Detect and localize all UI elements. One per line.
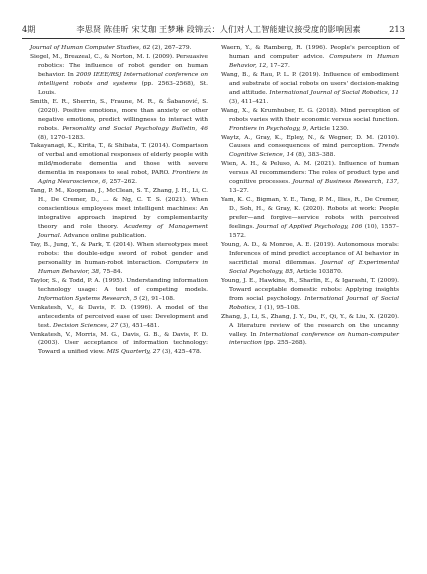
reference-pages: (3), 425–478. bbox=[160, 349, 202, 356]
reference-source: Computers in Human Behavior, 38 bbox=[38, 259, 209, 275]
reference-text: Wang, B., & Rau, P. L. P. (2019). Influence of embodiment and substrate of social robots on users' decision-making and attitude. bbox=[221, 71, 399, 96]
reference-pages: (8), 1270–1283. bbox=[38, 134, 85, 141]
reference-entry bbox=[30, 98, 208, 143]
reference-pages: , 13–27. bbox=[229, 179, 399, 195]
reference-text: Tang, P. M., Koopman, J., McClean, S. T., Zhang, J. H., Li, C. H., De Cremer, D., ... & Ng, C. T. S. (2021). When conscientious employees meet intelligent machines: An integrative approach inspired by complementarity theory and role theory. bbox=[30, 188, 208, 231]
reference-text: Waern, Y., & Ramberg, R. (1996). People's perception of human and computer advice. bbox=[221, 45, 399, 60]
reference-text: Waytz, A., Gray, K., Epley, N., & Wegner, D. M. (2010). Causes and consequences of mind perception. bbox=[221, 134, 399, 150]
reference-text: Takayanagi, K., Kirita, T., & Shibata, T. (2014). Comparison of verbal and emotional responses of elderly people with mild/moderate dementia and those with severe dementia in responses to seal robot, PARO. bbox=[30, 143, 208, 177]
reference-entry bbox=[30, 331, 208, 358]
reference-source: International conference on human-computer interaction bbox=[229, 331, 399, 347]
reference-entry bbox=[30, 304, 208, 331]
reference-entry bbox=[221, 71, 399, 107]
reference-text: Smith, E. R., Sherrin, S., Fraune, M. R., & Šabanović, S. (2020). Positive emotions, more than anxiety or other negative emotions, predict willingness to interact with robots. bbox=[30, 98, 208, 132]
reference-pages: (2), 267–279. bbox=[150, 45, 192, 51]
reference-text: Venkatesh, V., & Davis, F. D. (1996). A model of the antecedents of perceived ease of use: Development and test. bbox=[30, 304, 208, 329]
running-title: 李思贤 陈佳昕 宋艾珈 王梦琳 段锦云：人们对人工智能建议接受度的影响因素 bbox=[76, 24, 361, 34]
reference-text: Zhang, J., Li, S., Zhang, J. Y., Du, F., Qi, Y., & Liu, X. (2020). A literature review of the research on the uncanny valley. In bbox=[221, 313, 399, 338]
issue-number: 4期 bbox=[22, 24, 36, 34]
reference-source: Decision Sciences, 27 bbox=[53, 322, 119, 329]
reference-entry bbox=[221, 241, 399, 277]
reference-source: Journal of Business Research, 137 bbox=[292, 179, 398, 186]
reference-entry bbox=[30, 53, 208, 98]
reference-source: International Journal of Social Robotics, 11 bbox=[269, 89, 400, 96]
reference-pages: , Article 1230. bbox=[306, 125, 349, 132]
reference-text: Wang, X., & Krumhuber, E. G. (2018). Mind perception of robots varies with their economic versus social function. bbox=[221, 107, 399, 123]
reference-source: Information Systems Research, 5 bbox=[38, 295, 138, 302]
reference-pages: (1), 95–108. bbox=[262, 304, 300, 311]
reference-pages: (10), 1557–1572. bbox=[229, 224, 399, 240]
reference-source: Personality and Social Psychology Bulletin, 46 bbox=[62, 125, 208, 132]
reference-source: Academy of Management Journal bbox=[38, 224, 209, 240]
reference-text: Taylor, S., & Todd, P. A. (1995). Understanding information technology usage: A test of competing models. bbox=[30, 277, 208, 293]
reference-source: Frontiers in Psychology, 9 bbox=[229, 125, 307, 132]
reference-text: Wien, A. H., & Peluso, A. M. (2021). Influence of human versus AI recommenders: The roles of product type and cognitive processes. bbox=[221, 161, 399, 186]
reference-entry bbox=[30, 277, 208, 304]
reference-text: Young, A. D., & Monroe, A. E. (2019). Autonomous morals: Inferences of mind predict acceptance of AI behavior in sacrificial moral dilemmas. bbox=[221, 241, 399, 266]
reference-pages: , Article 103870. bbox=[292, 268, 343, 275]
reference-pages: (2), 91–108. bbox=[137, 295, 175, 302]
reference-entry bbox=[221, 313, 399, 349]
reference-entry bbox=[221, 107, 399, 134]
reference-source: International Journal of Social Robotics, 1 bbox=[229, 295, 399, 311]
references-right-column bbox=[221, 44, 399, 348]
reference-text: Siegel, M., Breazeal, C., & Norton, M. I. (2009). Persuasive robotics: The influence of robot gender on human behavior. In bbox=[30, 53, 208, 78]
reference-source: 2009 IEEE/RSJ International conference on intelligent robots and systems bbox=[38, 71, 208, 87]
reference-text: Yam, K. C., Bigman, Y. E., Tang, P. M., Ilies, R., De Cremer, D., Soh, H., & Gray, K. (2020). Robots at work: People prefer—and forgive—service robots with perceived feelings. bbox=[221, 197, 399, 231]
reference-source: MIS Quarterly, 27 bbox=[106, 349, 161, 356]
reference-source: Computers in Human Behavior, 12 bbox=[229, 53, 399, 69]
reference-pages: (3), 411–421. bbox=[229, 98, 269, 105]
reference-pages: , 257–262. bbox=[105, 179, 137, 186]
reference-source: Journal of Experimental Social Psychology, 85 bbox=[229, 259, 400, 275]
reference-pages: , 75–84. bbox=[98, 268, 123, 275]
reference-text: Tay, B., Jung, Y., & Park, T. (2014). When stereotypes meet robots: the double-edge sword of robot gender and personality in human-robot interaction. bbox=[30, 241, 208, 266]
reference-pages: , 17–27. bbox=[266, 62, 290, 69]
reference-source: Journal of Human Computer Studies, 62 bbox=[30, 45, 151, 51]
reference-entry bbox=[221, 160, 399, 196]
reference-source: Frontiers in Aging Neuroscience, 6 bbox=[38, 170, 208, 186]
reference-entry bbox=[221, 277, 399, 313]
reference-pages: (pp. 255–268). bbox=[261, 340, 307, 347]
page-number: 213 bbox=[389, 24, 405, 34]
reference-pages: . Advance online publication. bbox=[59, 233, 147, 240]
reference-entry bbox=[221, 44, 399, 71]
reference-entry bbox=[30, 241, 208, 277]
reference-entry bbox=[221, 134, 399, 161]
reference-text: Venkatesh, V., Morris, M. G., Davis, G. B., & Davis, F. D. (2003). User acceptance of information technology: Toward a unified view. bbox=[30, 331, 208, 356]
reference-pages: (pp. 2563–2568), St. Louis. bbox=[38, 80, 208, 96]
reference-entry bbox=[221, 196, 399, 241]
references-left-column bbox=[30, 44, 208, 357]
reference-pages: (3), 451–481. bbox=[118, 322, 160, 329]
header-rule bbox=[22, 38, 405, 39]
running-header bbox=[22, 24, 405, 35]
reference-source: Trends Cognitive Science, 14 bbox=[229, 143, 399, 159]
reference-entry bbox=[30, 187, 208, 241]
reference-entry bbox=[30, 142, 208, 187]
reference-pages: (8), 383–388. bbox=[293, 152, 336, 159]
reference-text: Young, J. E., Hawkins, R., Sharlin, E., & Igarashi, T. (2009). Toward acceptable domestic robots: Applying insights from social psychology. bbox=[221, 277, 399, 302]
reference-source: Journal of Applied Psychology, 106 bbox=[256, 224, 363, 231]
reference-entry bbox=[30, 44, 208, 53]
